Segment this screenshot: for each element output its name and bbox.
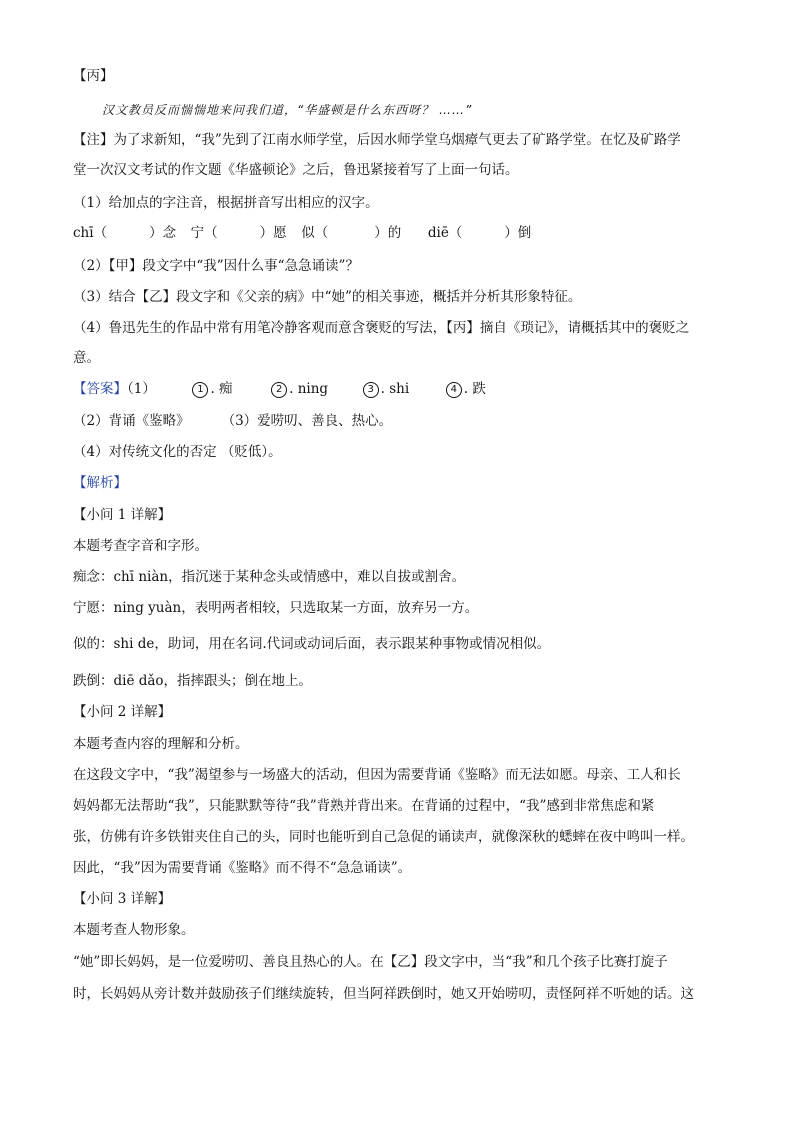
heading-bing: 【丙】	[73, 68, 114, 84]
answer-1-row	[73, 380, 486, 398]
question-2: （2）【甲】段文字中“我”因什么事“急急诵读”？	[73, 258, 359, 274]
item-shi: 似（	[301, 225, 329, 241]
item-die-suffix: ）倒	[504, 225, 532, 241]
sub3-line: 时，长妈妈从旁计数并鼓励孩子们继续旋转，但当阿祥跌倒时，她又开始唠叨，责怪阿祥不听她的话。这	[73, 986, 694, 1002]
question-4-line-2: 意。	[73, 350, 100, 366]
answer-item-4: 4 . 跌	[446, 381, 486, 397]
sub3-line: “她”即长妈妈，是一位爱唠叨、善良且热心的人。在【乙】段文字中，当“我”和几个孩子比赛打旋子	[73, 954, 668, 970]
answer-2-3-row	[73, 412, 392, 430]
sub1-intro: 本题考查字音和字形。	[73, 538, 208, 554]
sub1-title: 【小问 1 详解】	[73, 507, 172, 523]
sub2-line: 妈妈都无法帮助“我”，只能默默等待“我”背熟并背出来。在背诵的过程中，“我”感到非常焦虑和紧	[73, 798, 655, 814]
answer-2: （2）背诵《鉴略》	[73, 413, 190, 429]
question-1: （1）给加点的字注音，根据拼音写出相应的汉字。	[73, 195, 379, 211]
answer-label: 【答案】	[73, 381, 127, 397]
sub1-item: 痴念：chī niàn，指沉迷于某种念头或情感中，难以自拔或割舍。	[73, 569, 466, 585]
circled-number: 3	[363, 382, 379, 398]
sub2-intro: 本题考查内容的理解和分析。	[73, 736, 249, 752]
sub2-line: 因此，“我”因为需要背诵《鉴略》而不得不“急急诵读”。	[73, 860, 412, 876]
item-ning-suffix: ）愿	[259, 225, 287, 241]
sub1-item: 似的：shi de，助词，用在名词.代词或动词后面，表示跟某种事物或情况相似。	[73, 636, 551, 652]
answer-item-2: 2 . ning	[271, 381, 328, 397]
sub3-intro: 本题考查人物形象。	[73, 922, 195, 938]
circled-number: 2	[271, 382, 287, 398]
sub1-item: 宁愿：ning yuàn，表明两者相较，只选取某一方面，放弃另一方。	[73, 600, 479, 616]
sub2-line: 在这段文字中，“我”渴望参与一场盛大的活动，但因为需要背诵《鉴略》而无法如愿。母亲、工人和长	[73, 767, 681, 783]
circled-number: 4	[446, 382, 462, 398]
answer-3: （3）爱唠叨、善良、热心。	[221, 413, 393, 429]
sub2-line: 张，仿佛有许多铁钳夹住自己的头，同时也能听到自己急促的诵读声，就像深秋的蟋蟀在夜中鸣叫一样。	[73, 829, 694, 845]
note-line-1: 【注】为了求新知，“我”先到了江南水师学堂，后因水师学堂乌烟瘴气更去了矿路学堂。在忆及矿路学	[73, 132, 681, 148]
answer-1-prefix: （1）	[127, 381, 156, 397]
answer-4: （4）对传统文化的否定 （贬低）。	[73, 444, 282, 460]
item-chi: chī（	[73, 225, 108, 241]
circled-number: 1	[192, 382, 208, 398]
sub2-title: 【小问 2 详解】	[73, 704, 172, 720]
analysis-label: 【解析】	[73, 475, 127, 491]
item-shi-suffix: ）的	[374, 225, 402, 241]
quote-line: 汉文教员反而惴惴地来问我们道，“华盛顿是什么东西呀？ ……”	[102, 103, 473, 117]
question-3: （3）结合【乙】段文字和《父亲的病》中“她”的相关事迹，概括并分析其形象特征。	[73, 289, 582, 305]
question-1-items	[73, 224, 531, 242]
sub3-title: 【小问 3 详解】	[73, 891, 172, 907]
answer-item-3: 3 . shi	[363, 381, 410, 397]
item-ning: 宁（	[190, 225, 218, 241]
question-4-line-1: （4）鲁迅先生的作品中常有用笔冷静客观而意含褒贬的写法，【丙】摘自《琐记》，请概括其中的褒贬之	[73, 320, 690, 336]
item-chi-suffix: ）念	[149, 225, 177, 241]
answer-item-1: 1 . 痴	[192, 381, 232, 397]
note-line-2: 堂一次汉文考试的作文题《华盛顿论》之后，鲁迅紧接着写了上面一句话。	[73, 162, 519, 178]
sub1-item: 跌倒：diē dǎo，指摔跟头；倒在地上。	[73, 673, 313, 689]
item-die: diē（	[427, 225, 463, 241]
